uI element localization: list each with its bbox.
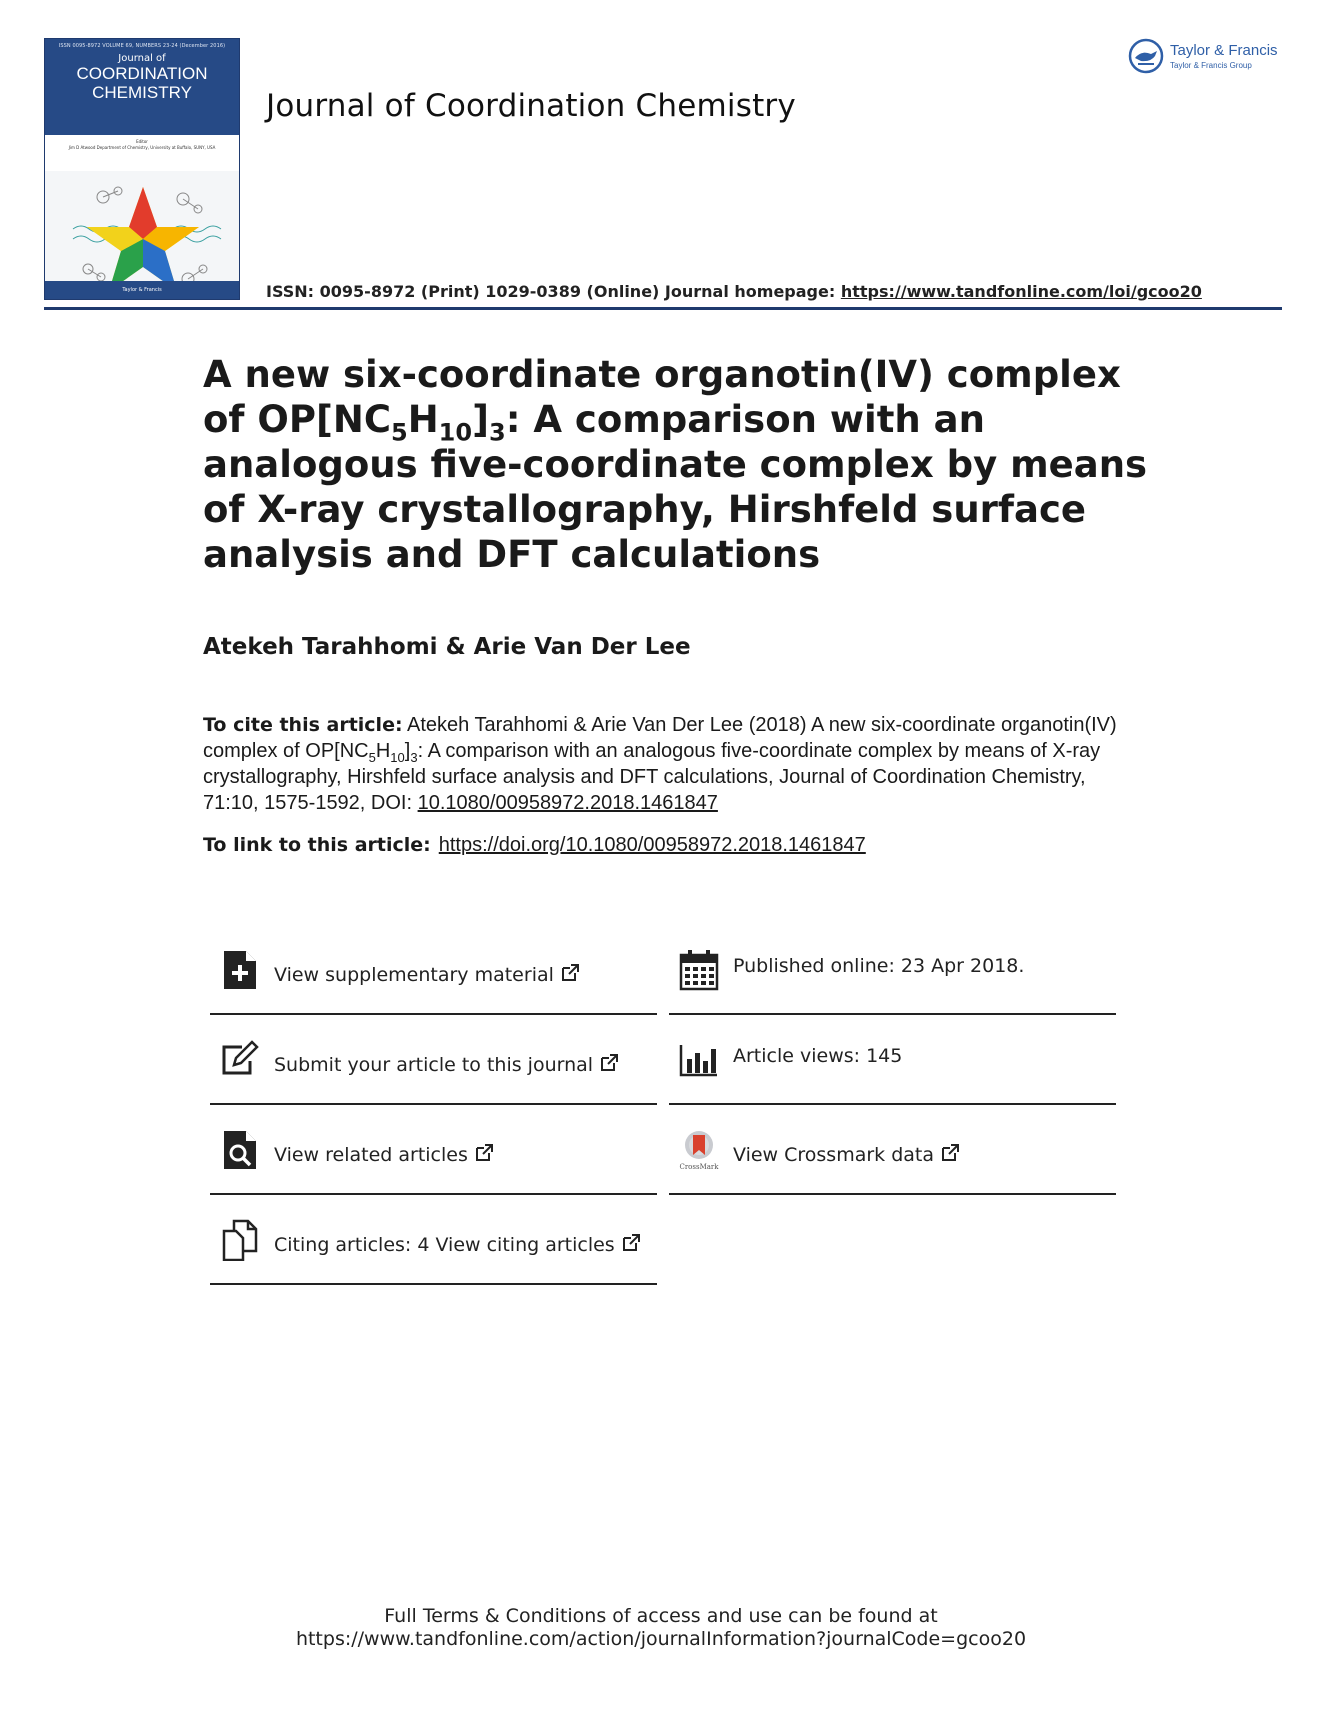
terms-url[interactable]: https://www.tandfonline.com/action/journalInformation?journalCode=gcoo20: [295, 1628, 1027, 1650]
external-link-icon: [560, 963, 580, 983]
cover-meta: ISSN 0095-8972 VOLUME 69, NUMBERS 23-24 (December 2016): [58, 43, 226, 49]
citation-label: To cite this article:: [203, 714, 403, 736]
citation-doi-link[interactable]: 10.1080/00958972.2018.1461847: [417, 792, 718, 814]
external-link-icon: [474, 1143, 494, 1163]
terms-footer: [0, 1605, 1322, 1651]
journal-homepage-link[interactable]: https://www.tandfonline.com/loi/gcoo20: [840, 282, 1202, 301]
citation-text-4: : A comparison with an analogous five-coordinate complex by means of X-ray crystallography, Hirshfeld surface analysis and DFT calculations, Journal of Coordination Chemistry, 71:10, 1575-1592, DOI:: [203, 740, 1101, 814]
publisher-group: Taylor & Francis Group: [1170, 61, 1252, 70]
title-text-3: ]: [472, 398, 489, 441]
article-views-label: Article views: 145: [733, 1045, 903, 1067]
citing-articles-label: Citing articles: 4 View citing articles: [274, 1234, 615, 1256]
citing-articles-row[interactable]: [210, 1195, 657, 1285]
title-sub-1: 5: [391, 418, 408, 447]
title-sub-2: 10: [438, 418, 473, 447]
article-views-row: [669, 1015, 1116, 1105]
article-link-line: [203, 832, 866, 857]
calendar-icon: [679, 949, 719, 991]
document-plus-icon: [220, 949, 260, 991]
related-articles-label: View related articles: [274, 1144, 468, 1166]
crossmark-badge-text: CrossMark: [679, 1163, 719, 1171]
citation-sub-2: 10: [390, 750, 405, 765]
citation-sub-1: 5: [368, 750, 376, 765]
publisher-name: Taylor & Francis: [1170, 42, 1278, 59]
header-divider: [44, 307, 1282, 310]
published-row: [669, 925, 1116, 1015]
external-link-icon: [940, 1143, 960, 1163]
citation-sub-3: 3: [410, 750, 418, 765]
submit-article-row[interactable]: [210, 1015, 657, 1105]
cover-editor-line: Jim D Atwood Department of Chemistry, University at Buffalo, SUNY, USA: [68, 145, 216, 150]
journal-name: Journal of Coordination Chemistry: [266, 88, 796, 124]
crossmark-icon: [679, 1129, 719, 1171]
citation-text-1: Atekeh Tarahhomi & Arie Van Der Lee (2018) A new six-coordinate organotin(IV) complex of OP[NC: [203, 714, 1117, 762]
row-divider: [669, 1193, 1116, 1195]
title-text-2: H: [407, 398, 439, 441]
title-text-1: A new six-coordinate organotin(IV) complex of OP[NC: [203, 353, 1121, 441]
journal-cover-image: [44, 38, 240, 300]
related-articles-row[interactable]: [210, 1105, 657, 1195]
external-link-icon: [621, 1233, 641, 1253]
external-link-icon: [599, 1053, 619, 1073]
submit-article-label: Submit your article to this journal: [274, 1054, 594, 1076]
citation-text-2: H: [375, 740, 391, 762]
taylor-francis-logo[interactable]: [1128, 38, 1288, 78]
cover-editor-label: Editor: [136, 139, 148, 144]
document-search-icon: [220, 1129, 260, 1171]
link-label: To link to this article:: [203, 834, 431, 856]
article-doi-url[interactable]: https://doi.org/10.1080/00958972.2018.1461847: [438, 834, 866, 856]
row-divider: [210, 1283, 657, 1285]
cover-title-line1: COORDINATION: [76, 64, 208, 83]
title-sub-3: 3: [489, 418, 506, 447]
taylor-francis-lamp-icon: [1128, 38, 1164, 74]
issn-text: ISSN: 0095-8972 (Print) 1029-0389 (Online) Journal homepage:: [266, 282, 841, 301]
terms-line-1: Full Terms & Conditions of access and use can be found at: [384, 1605, 938, 1627]
article-authors: Atekeh Tarahhomi & Arie Van Der Lee: [203, 634, 691, 660]
citation-block: [203, 712, 1123, 816]
cover-editor: [45, 135, 239, 171]
supplementary-label: View supplementary material: [274, 964, 554, 986]
crossmark-row[interactable]: [669, 1105, 1116, 1195]
cover-publisher: Taylor & Francis: [45, 281, 239, 299]
cover-title-line2: CHEMISTRY: [92, 83, 192, 102]
cover-journal-of: Journal of: [118, 53, 166, 64]
bar-chart-icon: [679, 1039, 719, 1081]
edit-pencil-icon: [220, 1039, 260, 1081]
title-text-4: : A comparison with an analogous five-coordinate complex by means of X-ray crystallography, Hirshfeld surface analysis and DFT calculations: [203, 398, 1148, 576]
supplementary-row[interactable]: [210, 925, 657, 1015]
issn-line: [266, 282, 1202, 301]
copy-documents-icon: [220, 1219, 260, 1261]
article-title: [203, 352, 1163, 577]
published-date-label: Published online: 23 Apr 2018.: [733, 955, 1025, 977]
cover-title-band: [45, 39, 239, 135]
citation-text-3: ]: [404, 740, 411, 762]
crossmark-label: View Crossmark data: [733, 1144, 935, 1166]
